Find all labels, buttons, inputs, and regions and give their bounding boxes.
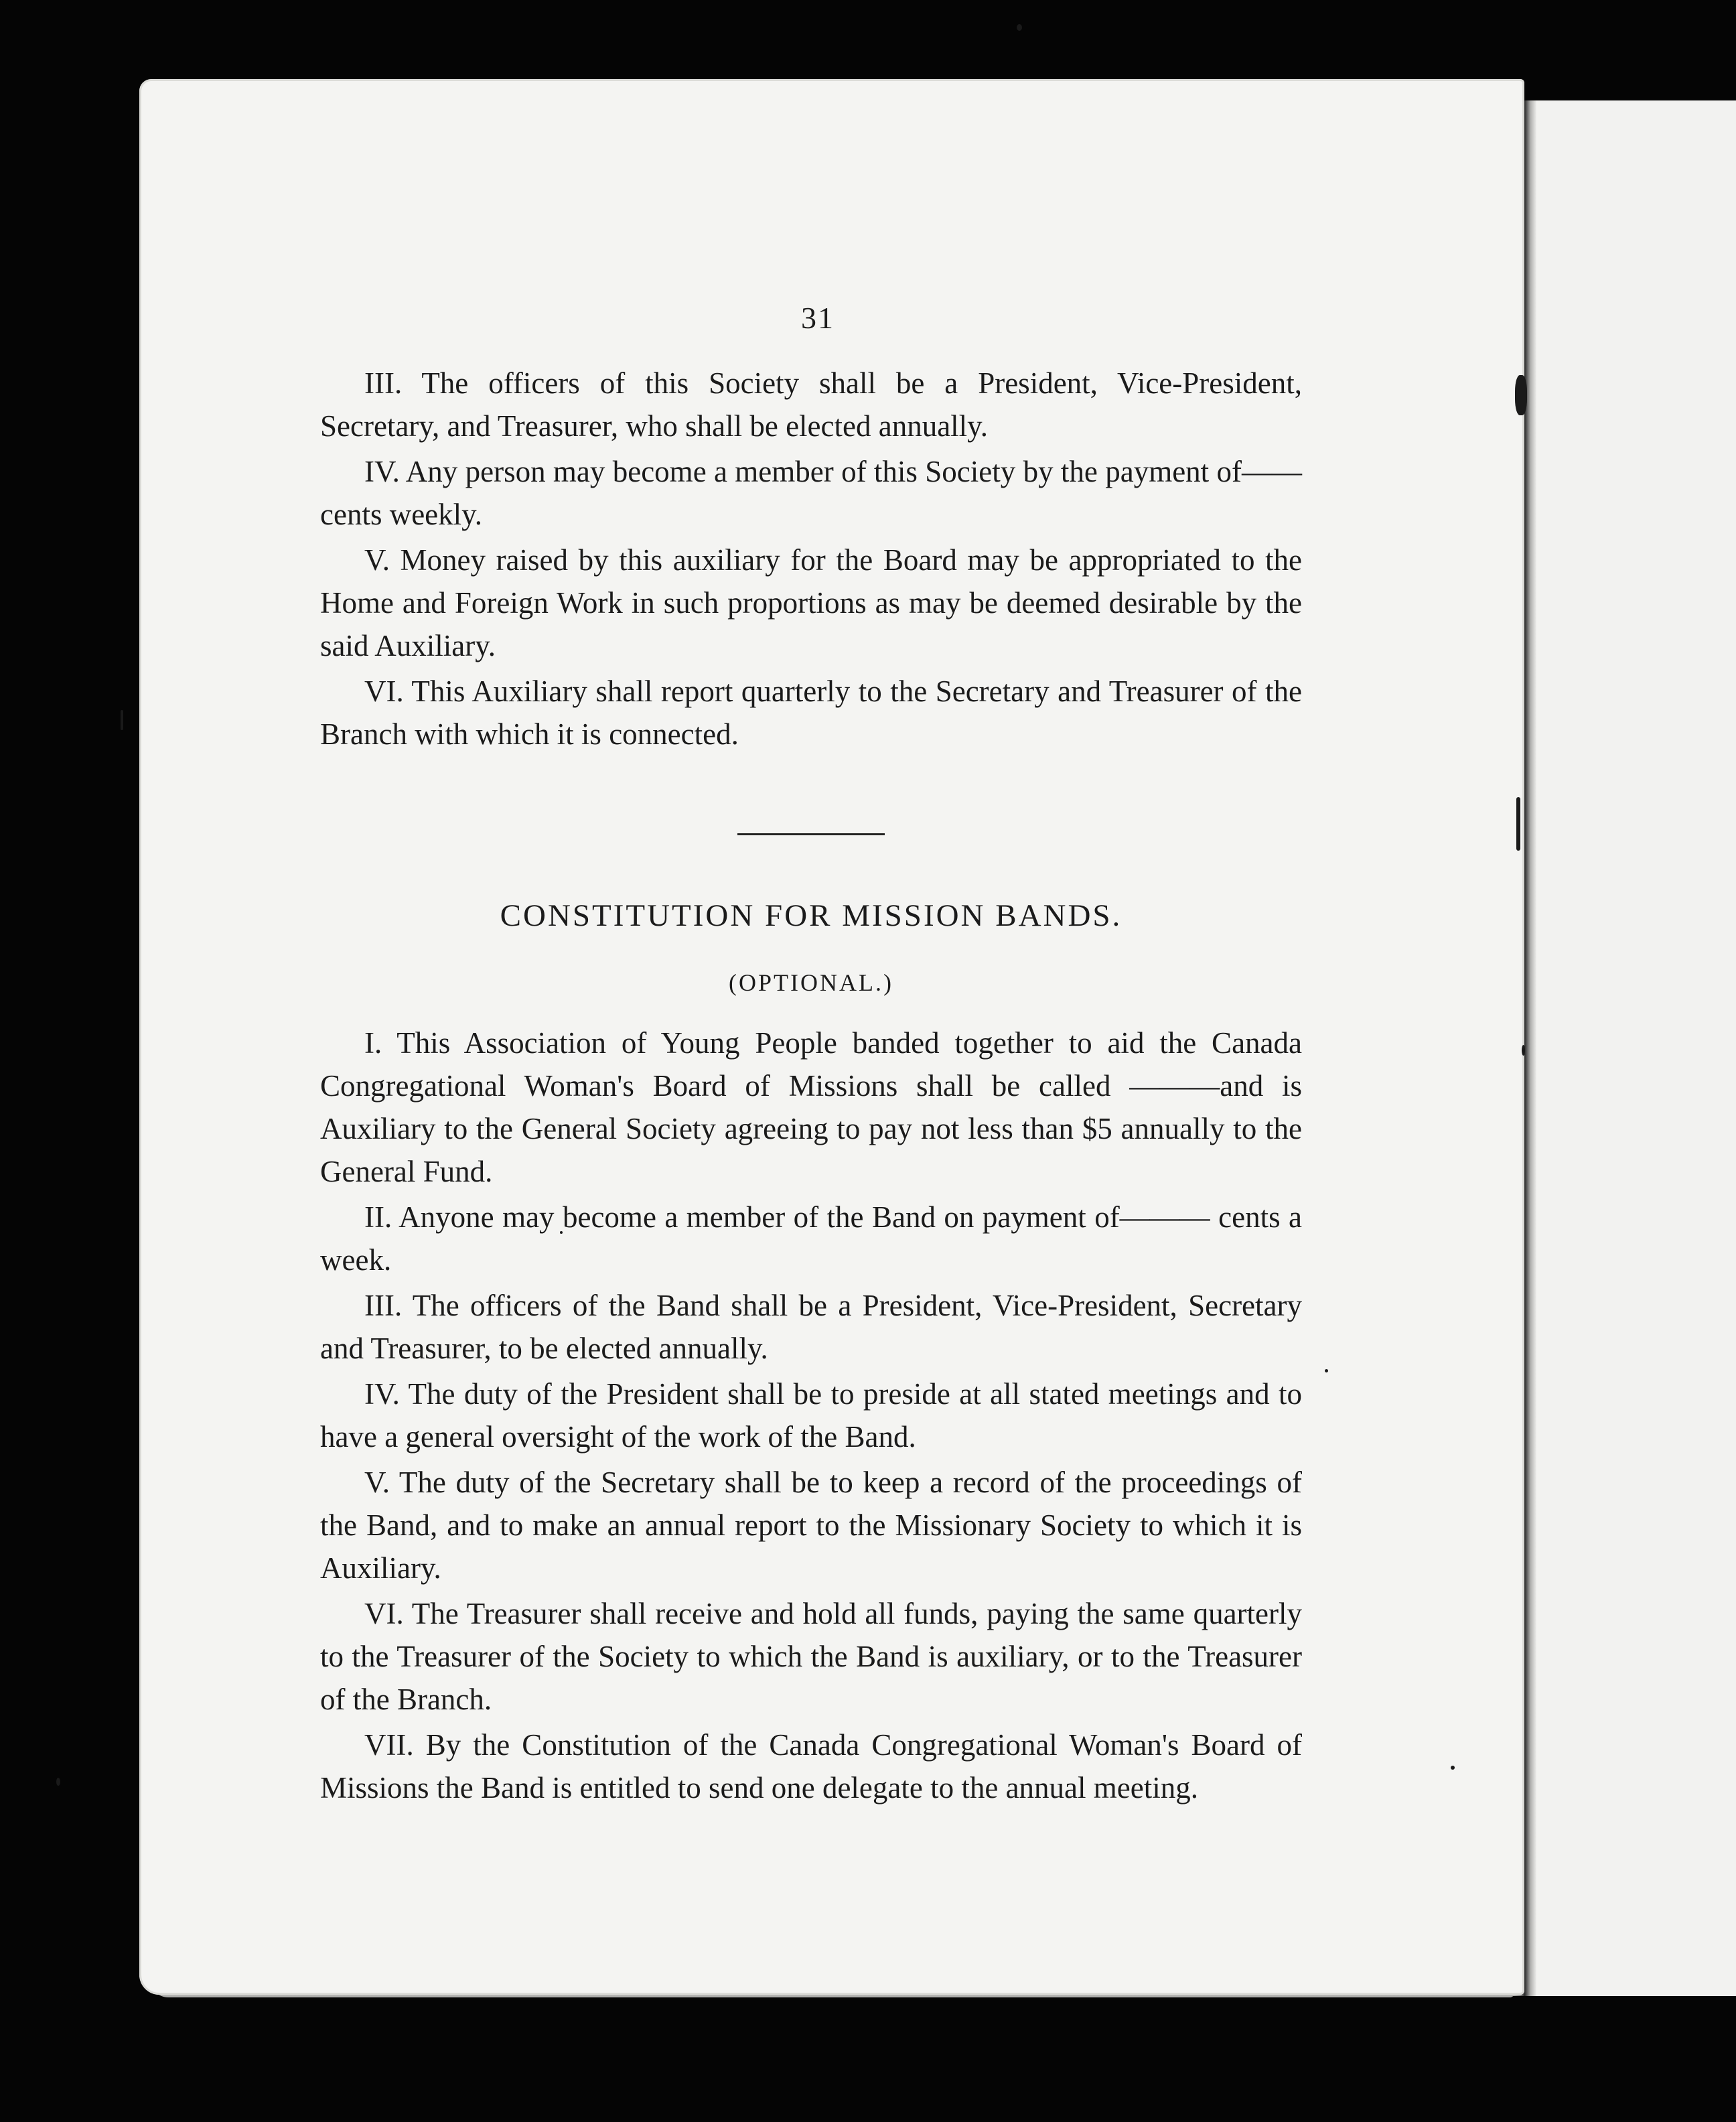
section-divider xyxy=(737,833,885,835)
upper-article-6: VI. This Auxiliary shall report quarterly to the Secretary and Treasurer of the Branch with which it is connected. xyxy=(320,675,1302,751)
upper-article-4: IV. Any person may become a member of this Society by the payment of——cents weekly. xyxy=(320,455,1302,531)
page-text xyxy=(320,362,1302,1812)
dust-speck xyxy=(1516,797,1520,851)
band-article-1: I. This Association of Young People banded together to aid the Canada Congregational Woman's Board of Missions shall be called ———and is Auxiliary to the General Society agreeing to pay not less than $5 annually to the General Fund. xyxy=(320,1026,1302,1188)
dust-speck xyxy=(1017,24,1022,31)
band-article-5: V. The duty of the Secretary shall be to keep a record of the proceedings of the Band, and to make an annual report to the Missionary Society to which it is Auxiliary. xyxy=(320,1466,1302,1585)
upper-article-5: V. Money raised by this auxiliary for the Board may be appropriated to the Home and Foreign Work in such proportions as may be deemed desirable by the said Auxiliary. xyxy=(320,543,1302,662)
dust-speck xyxy=(1522,1045,1525,1056)
band-article-6: VI. The Treasurer shall receive and hold all funds, paying the same quarterly to the Treasurer of the Society to which the Band is auxiliary, or to the Treasurer of the Branch. xyxy=(320,1597,1302,1716)
dust-speck xyxy=(1515,375,1527,415)
band-article-7: VII. By the Constitution of the Canada Congregational Woman's Board of Missions the Band is entitled to send one delegate to the annual meeting. xyxy=(320,1728,1302,1805)
section-title: CONSTITUTION FOR MISSION BANDS. xyxy=(500,898,1123,933)
dust-speck xyxy=(1325,1369,1328,1372)
band-article-2: II. Anyone may become a member of the Band on payment of——— cents a week. xyxy=(320,1200,1302,1277)
dust-speck xyxy=(121,710,123,730)
band-article-4: IV. The duty of the President shall be to preside at all stated meetings and to have a general oversight of the work of the Band. xyxy=(320,1377,1302,1454)
page-number: 31 xyxy=(801,301,835,335)
upper-article-3: III. The officers of this Society shall be a President, Vice-President, Secretary, and Treasurer, who shall be elected annually. xyxy=(320,366,1302,443)
dust-speck xyxy=(56,1778,60,1786)
facing-page xyxy=(1534,100,1736,1996)
dust-speck xyxy=(1451,1766,1455,1770)
section-subtitle: (OPTIONAL.) xyxy=(729,969,893,996)
band-article-3: III. The officers of the Band shall be a President, Vice-President, Secretary and Treasurer, to be elected annually. xyxy=(320,1289,1302,1365)
